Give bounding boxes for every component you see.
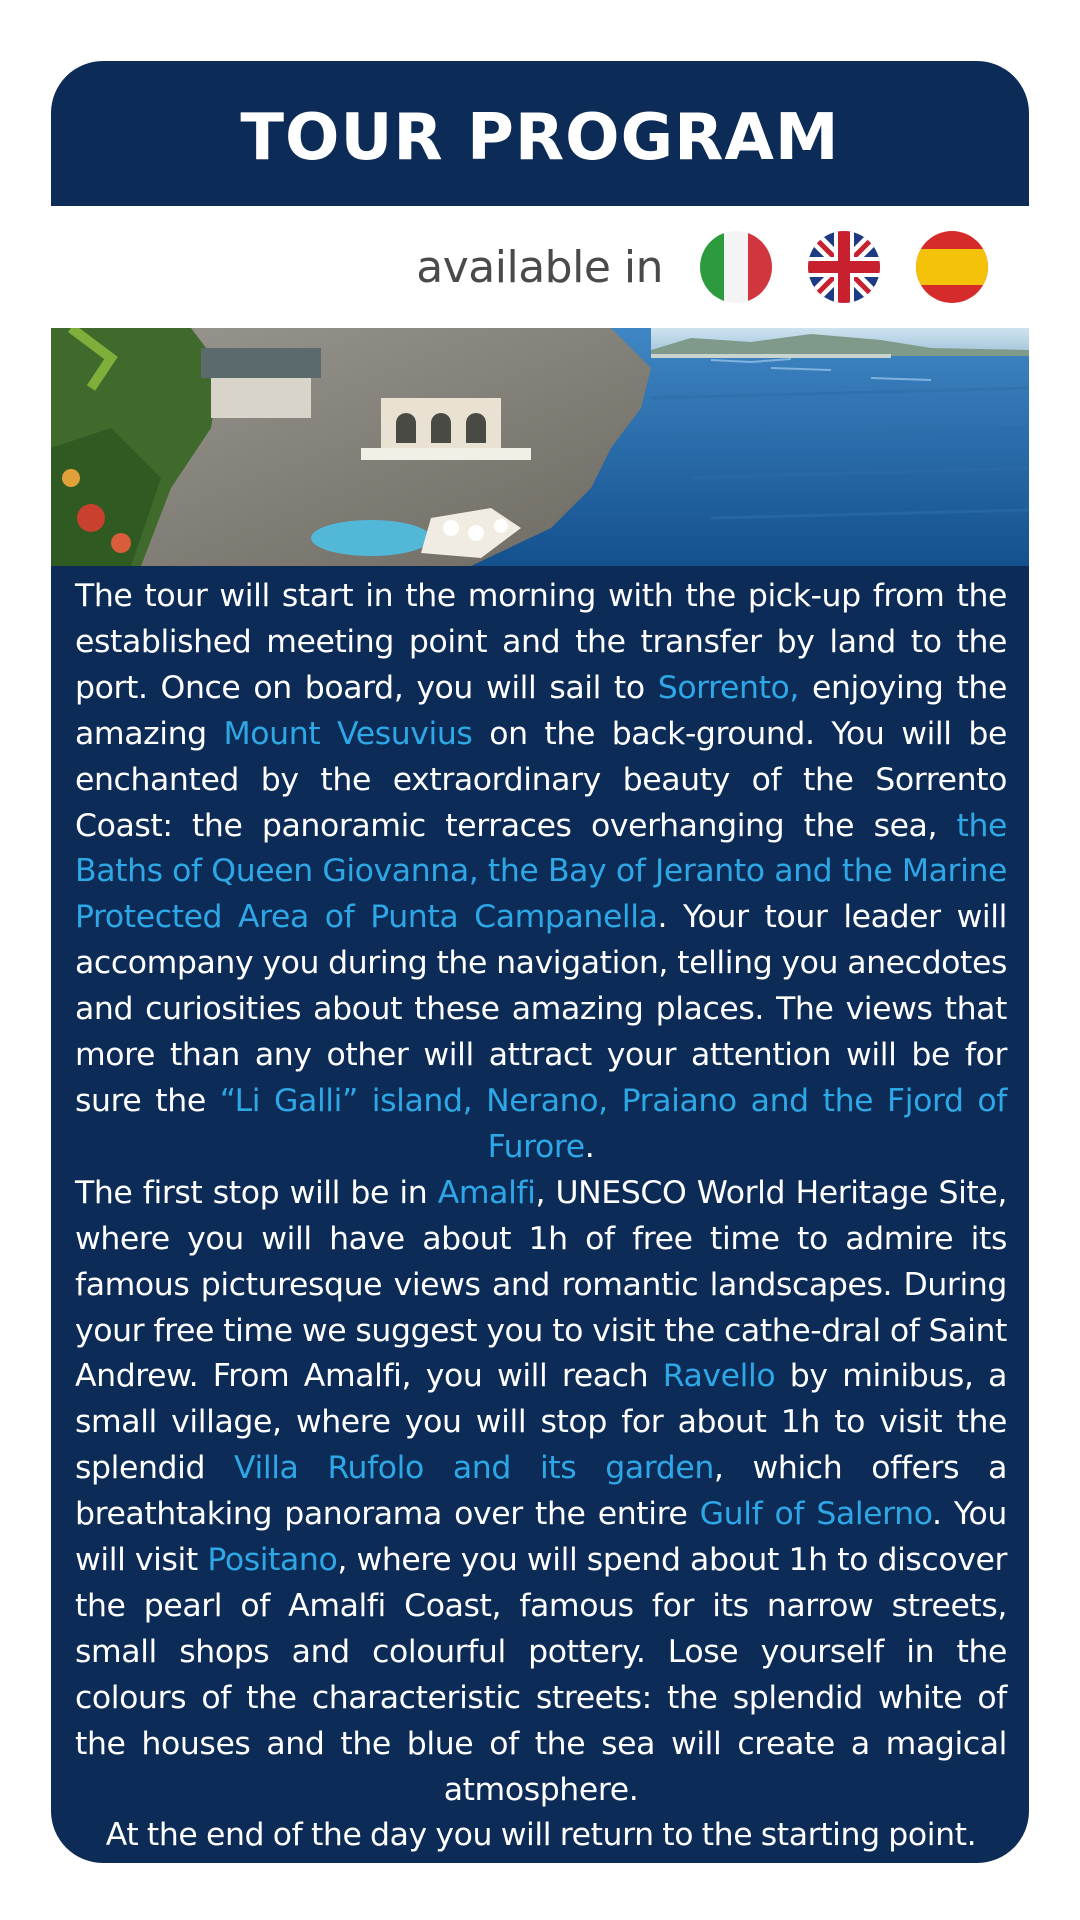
text-segment: . [584,1128,595,1165]
text-segment: , where you will spend about 1h to discover the pearl of Amalfi Coast, famous for its narrow streets, small shops and colourful pottery. Lose yourself in the colours of the characteristic streets: the splendid white of the houses and the blue of the sea will create a magical atmosphere. [75,1542,1007,1808]
description-paragraph-2 [75,1171,1007,1814]
text-segment: The first stop will be in [75,1174,438,1211]
description-paragraph-1 [75,574,1007,1171]
place-li-galli-furore: “Li Galli” island, Nerano, Praiano and the Fjord of Furore [219,1082,1007,1165]
text-segment: enjoying the amazing [75,669,1007,752]
place-mount-vesuvius: Mount Vesuvius [223,715,473,752]
text-segment: The tour will start in the morning with the pick-up from the established meeting point and the transfer by land to the port. Once on board, you will sail to [75,578,1007,706]
text-segment: , UNESCO World Heritage Site, where you will have about 1h of free time to admire its famous picturesque views and romantic landscapes. During your free time we suggest you to visit the cathe-dral of Saint Andrew. From Amalfi, you will reach [75,1174,1007,1395]
place-baths-and-marine-area: the Baths of Queen Giovanna, the Bay of Jeranto and the Marine Protected Area of Punta Campanella [75,807,1007,936]
place-gulf-of-salerno: Gulf of Salerno [699,1496,933,1533]
text-segment: , which offers a breathtaking panorama over the entire [75,1450,1007,1533]
place-sorrento: Sorrento, [657,669,800,706]
place-positano: Positano [207,1542,338,1579]
page-title: TOUR PROGRAM [240,100,840,175]
text-segment: on the back-ground. You will be enchanted by the extraordinary beauty of the Sorrento Coast: the panoramic terraces overhanging the sea, [75,715,1007,844]
tour-description [75,574,1007,1859]
italy-flag-icon [699,230,773,304]
place-villa-rufolo: Villa Rufolo and its garden [234,1450,714,1487]
text-segment: . You will visit [75,1496,1007,1579]
coast-illustration [51,328,1029,566]
tour-program-header [51,61,1029,206]
place-ravello: Ravello [662,1358,776,1395]
text-segment: by minibus, a small village, where you will stop for about 1h to visit the splendid [75,1358,1008,1487]
description-paragraph-3: At the end of the day you will return to the starting point. [105,1817,977,1854]
language-row [51,206,1029,328]
place-amalfi: Amalfi [437,1174,536,1211]
tour-description-panel [51,566,1029,1863]
uk-flag-icon [807,230,881,304]
spain-flag-icon [915,230,989,304]
text-segment: . Your tour leader will accompany you during the navigation, telling you anecdotes and curiosities about these amazing places. The views that more than any other will attract your attention will be for sure the [75,899,1007,1119]
available-in-label: available in [416,241,663,293]
amalfi-coast-photo [51,328,1029,566]
